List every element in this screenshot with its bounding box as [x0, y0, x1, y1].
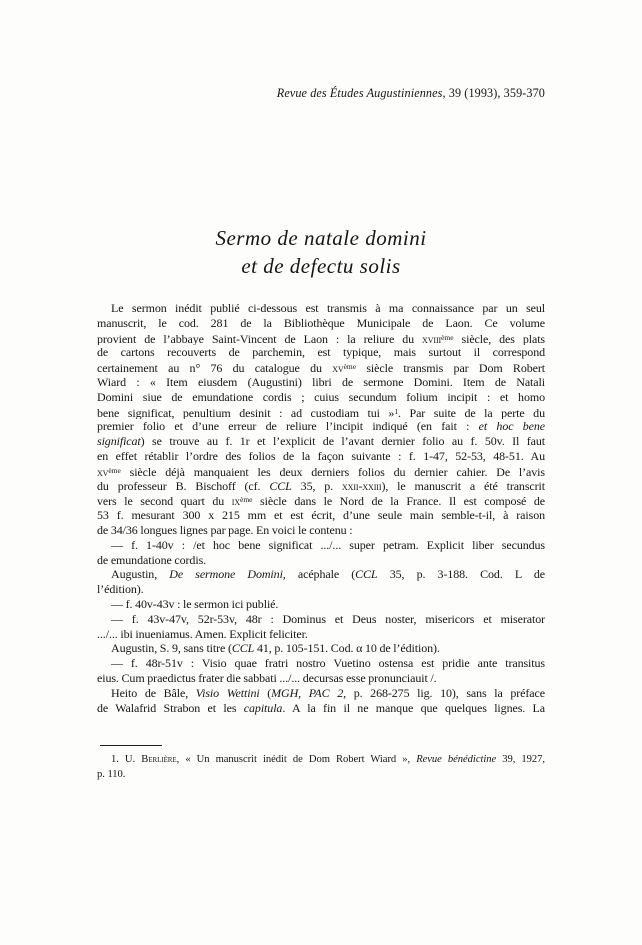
body-text-line: significat) se trouve au f. 1r et l’explicit de l’avant dernier folio au f. 50v. Il faut	[97, 434, 545, 449]
footnote-line: 1. U. Berlière, « Un manuscrit inédit de Dom Robert Wiard », Revue bénédictine 39, 1927,	[111, 754, 545, 765]
footnote-line: p. 110.	[97, 769, 126, 781]
body-text-line: de emundatione cordis.	[97, 552, 207, 567]
running-head	[97, 86, 545, 101]
body-text-line: $xv^{ème}$ siècle déjà manquaient les deux derniers folios du dernier cahier. De l’avis	[97, 464, 545, 479]
article-body	[97, 301, 545, 715]
body-text-line: bene significat, penultium desinit : ad custodiam tui »$^1$. Par suite de la perte du	[97, 405, 545, 420]
footnotes	[97, 752, 545, 782]
body-text-line: du professeur B. Bischoff (cf. CCL 35, p. xxii-xxiii), le manuscrit a été transcrit	[97, 478, 545, 493]
body-text-line: vers le second quart du $ix^{ème}$ siècle dans le Nord de la France. Il est composé de	[97, 494, 545, 509]
body-text-line: Augustin, De sermone Domini, acéphale (CCL 35, p. 3-188. Cod. L de	[111, 567, 545, 582]
body-text-line: en effet rétablir l’ordre des folios de la façon suivante : f. 1-47, 52-53, 48-51. Au	[97, 448, 545, 463]
body-text-line: — f. 1-40v : /et hoc bene significat .../... super petram. Explicit liber secundus	[111, 537, 545, 552]
body-text-line: — f. 43v-47v, 52r-53v, 48r : Dominus et Deus noster, misericors et miserator	[111, 611, 545, 626]
body-text-line: Le sermon inédit publié ci-dessous est transmis à ma connaissance par un seul	[111, 301, 545, 315]
body-text-line: de Walafrid Strabon et les capitula. A la fin il ne manque que quelques lignes. La	[97, 700, 545, 715]
article-title	[97, 224, 545, 280]
body-text-line: .../... ibi inueniamus. Amen. Explicit feliciter.	[97, 626, 308, 641]
body-text-line: eius. Cum praedictus frater die sabbati .../... decursas esse pronunciauit /.	[97, 670, 437, 685]
article-title-line2: et de defectu solis	[241, 254, 401, 278]
body-text-line: manuscrit, le cod. 281 de la Bibliothèque Municipale de Laon. Ce volume	[97, 315, 545, 330]
body-text-line: Wiard : « Item eiusdem (Augustini) libri de sermone Domini. Item de Natali	[97, 374, 545, 389]
body-text-line: premier folio et d’une erreur de reliure l’incipit indiqué (en fait : et hoc bene	[97, 419, 545, 434]
journal-title: Revue des Études Augustiniennes,	[276, 86, 446, 100]
body-text-line: de cartons recouverts de parchemin, est typique, mais surtout il correspond	[97, 345, 545, 360]
footnote-divider	[100, 745, 162, 746]
body-text-line: — f. 40v-43v : le sermon ici publié.	[111, 596, 279, 611]
body-text-line: 53 f. mesurant 300 x 215 mm et est écrit, d’une seule main semble-t-il, à raison	[97, 508, 545, 523]
article-title-line1: Sermo de natale domini	[215, 226, 427, 250]
body-text-line: provient de l’abbaye Saint-Vincent de Laon : la reliure du xviii$^{ème}$ siècle, des plats	[97, 331, 545, 346]
body-text-line: certainement au n° 76 du catalogue du $xv^{ème}$ siècle transmis par Dom Robert	[97, 361, 545, 375]
journal-issue-pages: 39 (1993), 359-370	[445, 86, 545, 100]
body-text-line: Augustin, S. 9, sans titre (CCL 41, p. 105-151. Cod. α 10 de l’édition).	[111, 641, 440, 656]
body-text-line: de 34/36 longues lignes par page. En voici le contenu :	[97, 522, 353, 537]
body-text-line: — f. 48r-51v : Visio quae fratri nostro Vuetino ostensa est pridie ante transitus	[111, 656, 545, 671]
body-text-line: Heito de Bâle, Visio Wettini (MGH, PAC 2, p. 268-275 lig. 10), sans la préface	[111, 685, 545, 700]
body-text-line: l’édition).	[97, 582, 144, 597]
body-text-line: Domini siue de emundatione cordis ; cuius secundum folium incipit : et homo	[97, 389, 545, 404]
